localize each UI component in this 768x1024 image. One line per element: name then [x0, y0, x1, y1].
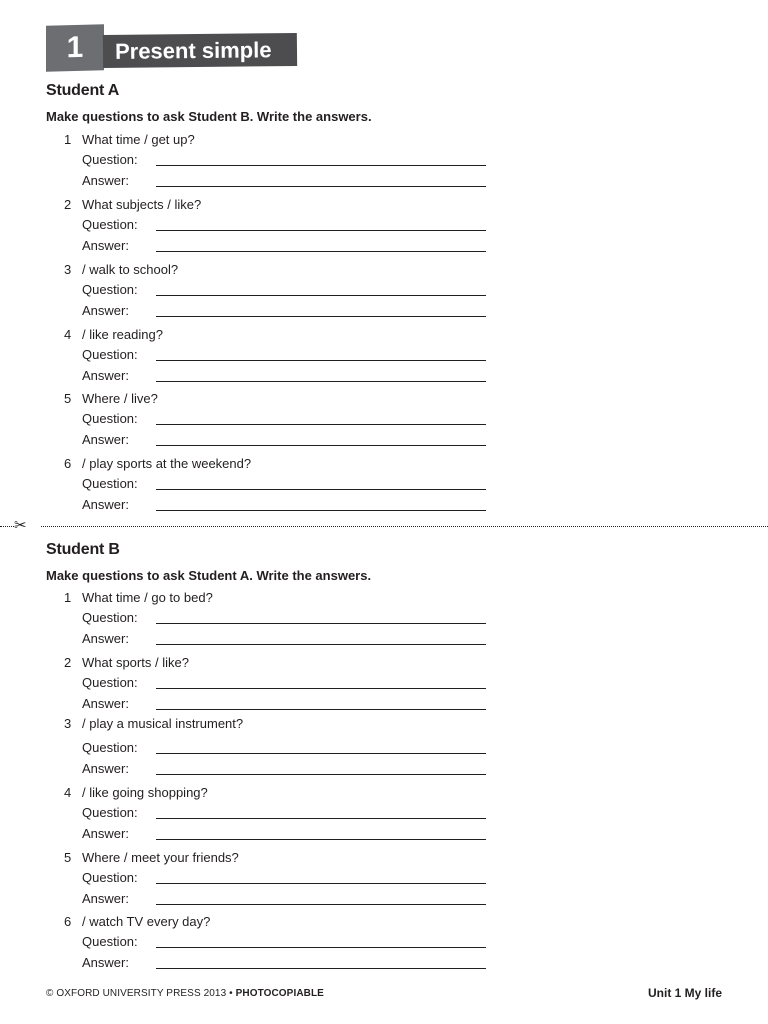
answer-label: Answer:	[82, 237, 129, 253]
answer-write-line[interactable]	[156, 839, 486, 840]
question-label: Question:	[82, 675, 138, 690]
item-number: 2	[64, 655, 72, 670]
answer-label: Answer:	[82, 825, 129, 841]
section-a-item-5	[46, 391, 496, 450]
section-a-item-1	[46, 132, 496, 191]
answer-write-line[interactable]	[156, 968, 486, 969]
answer-write-line[interactable]	[156, 381, 486, 382]
answer-write-line[interactable]	[156, 510, 486, 511]
item-number: 3	[64, 716, 72, 731]
item-prompt: What sports / like?	[82, 655, 189, 670]
question-label: Question:	[82, 805, 138, 820]
answer-write-line[interactable]	[156, 709, 486, 710]
answer-label: Answer:	[82, 496, 129, 512]
section-a-title: Student A	[46, 82, 120, 99]
item-number: 1	[64, 132, 72, 147]
item-number: 6	[64, 914, 72, 929]
item-prompt: What time / get up?	[82, 132, 195, 147]
answer-write-line[interactable]	[156, 186, 486, 187]
item-prompt: Where / meet your friends?	[82, 850, 239, 865]
question-write-line[interactable]	[156, 753, 486, 754]
answer-label: Answer:	[82, 954, 129, 970]
answer-label: Answer:	[82, 890, 129, 906]
question-write-line[interactable]	[156, 230, 486, 231]
section-a-item-3	[46, 262, 496, 321]
section-a-item-2	[46, 197, 496, 256]
question-write-line[interactable]	[156, 295, 486, 296]
section-b-item-5	[46, 850, 496, 909]
question-label: Question:	[82, 740, 138, 755]
answer-write-line[interactable]	[156, 316, 486, 317]
footer-separator: •	[226, 988, 236, 999]
question-label: Question:	[82, 152, 138, 167]
question-write-line[interactable]	[156, 165, 486, 166]
question-label: Question:	[82, 934, 138, 949]
question-write-line[interactable]	[156, 818, 486, 819]
item-prompt: Where / live?	[82, 391, 158, 406]
question-write-line[interactable]	[156, 688, 486, 689]
item-number: 4	[64, 327, 72, 342]
section-b-instruction: Make questions to ask Student A. Write the answers.	[46, 568, 372, 583]
answer-label: Answer:	[82, 760, 129, 776]
question-label: Question:	[82, 476, 138, 491]
copyright-text: © OXFORD UNIVERSITY PRESS 2013	[46, 988, 227, 999]
question-write-line[interactable]	[156, 623, 486, 624]
question-write-line[interactable]	[156, 489, 486, 490]
answer-label: Answer:	[82, 695, 129, 711]
answer-label: Answer:	[82, 431, 129, 447]
question-label: Question:	[82, 411, 138, 426]
worksheet-header	[46, 25, 298, 71]
answer-write-line[interactable]	[156, 644, 486, 645]
item-prompt: / watch TV every day?	[82, 914, 211, 929]
item-prompt: / play sports at the weekend?	[82, 456, 252, 471]
unit-number-badge: 1	[46, 24, 104, 72]
answer-label: Answer:	[82, 302, 129, 318]
item-number: 5	[64, 850, 72, 865]
answer-write-line[interactable]	[156, 774, 486, 775]
item-prompt: / like reading?	[82, 327, 163, 342]
item-prompt: / walk to school?	[82, 262, 179, 277]
photocopiable-label: PHOTOCOPIABLE	[235, 988, 324, 999]
footer-copyright	[46, 988, 324, 999]
answer-write-line[interactable]	[156, 445, 486, 446]
question-write-line[interactable]	[156, 947, 486, 948]
item-number: 4	[64, 785, 72, 800]
answer-write-line[interactable]	[156, 251, 486, 252]
item-prompt: What time / go to bed?	[82, 590, 213, 605]
section-b-item-6	[46, 914, 496, 973]
item-number: 3	[64, 262, 72, 277]
question-label: Question:	[82, 870, 138, 885]
section-b-item-2	[46, 655, 496, 714]
section-b-item-4	[46, 785, 496, 844]
answer-label: Answer:	[82, 367, 129, 383]
item-number: 2	[64, 197, 72, 212]
cut-line-divider	[0, 526, 768, 527]
section-b-title: Student B	[46, 541, 120, 558]
question-label: Question:	[82, 610, 138, 625]
question-write-line[interactable]	[156, 883, 486, 884]
question-label: Question:	[82, 347, 138, 362]
question-write-line[interactable]	[156, 424, 486, 425]
item-prompt: / like going shopping?	[82, 785, 208, 800]
page-title: Present simple	[103, 33, 297, 68]
answer-write-line[interactable]	[156, 904, 486, 905]
section-a-item-4	[46, 327, 496, 386]
answer-label: Answer:	[82, 172, 129, 188]
footer-unit-label: Unit 1 My life	[647, 986, 722, 1000]
scissors-icon: ✂	[14, 517, 40, 535]
item-number: 1	[64, 590, 72, 605]
item-prompt: What subjects / like?	[82, 197, 202, 212]
question-label: Question:	[82, 217, 138, 232]
item-prompt: / play a musical instrument?	[82, 716, 244, 731]
question-label: Question:	[82, 282, 138, 297]
section-b-item-3	[46, 716, 496, 779]
item-number: 6	[64, 456, 72, 471]
section-a-item-6	[46, 456, 496, 515]
answer-label: Answer:	[82, 630, 129, 646]
question-write-line[interactable]	[156, 360, 486, 361]
item-number: 5	[64, 391, 72, 406]
section-b-item-1	[46, 590, 496, 649]
section-a-instruction: Make questions to ask Student B. Write the answers.	[46, 109, 372, 124]
